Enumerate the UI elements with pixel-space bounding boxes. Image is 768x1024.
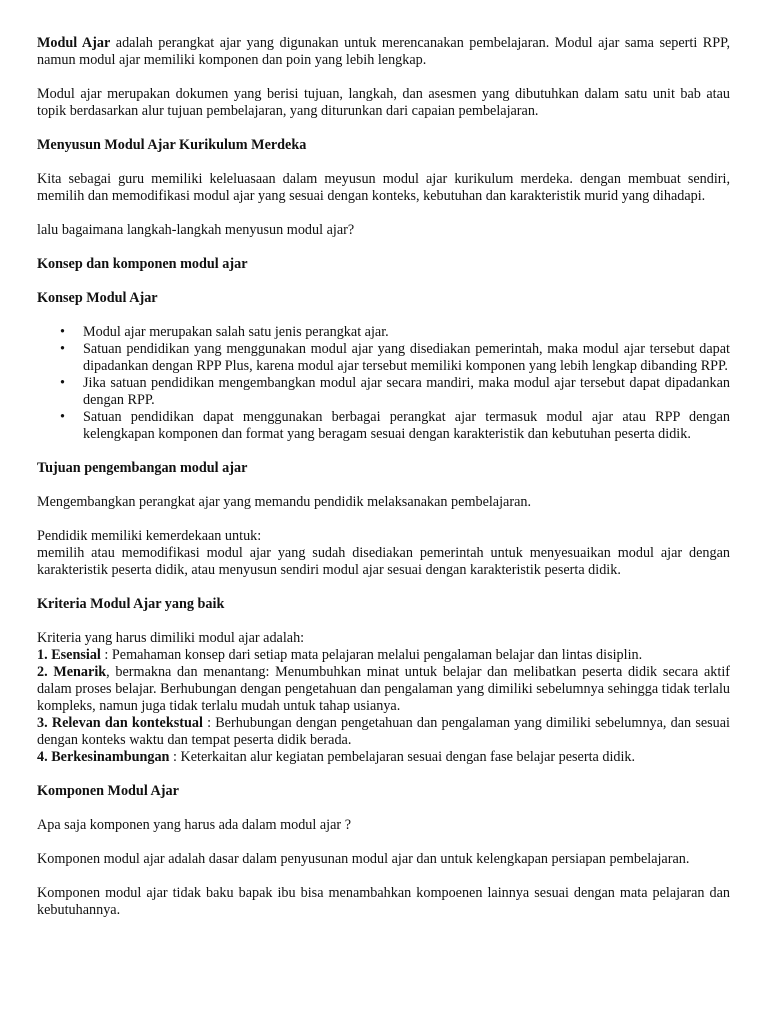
konsep-bullet-list [37,324,730,443]
kriteria-item-text: : Keterkaitan alur kegiatan pembelajaran sesuai dengan fase belajar peserta didik. [169,749,636,765]
komponen-question: Apa saja komponen yang harus ada dalam modul ajar ? [37,817,351,833]
kriteria-item-text: : Pemahaman konsep dari setiap mata pelajaran melalui pengalaman belajar dan lintas disiplin. [100,647,643,663]
heading-komponen: Komponen Modul Ajar [37,783,179,799]
heading-kriteria: Kriteria Modul Ajar yang baik [37,596,225,612]
kriteria-item-text: , bermakna dan menantang: Menumbuhkan minat untuk belajar dan melibatkan peserta didik secara aktif dalam proses belajar. Berhubungan dengan pengetahuan dan pengalaman yang dimiliki sebelumnya sehingga tidak terlalu kompleks, namun juga tidak terlalu mudah untuk tahap usianya. [37,664,730,714]
tujuan-paragraph: Mengembangkan perangkat ajar yang memandu pendidik melaksanakan pembelajaran. [37,494,532,510]
tujuan-line-2: memilih atau memodifikasi modul ajar yang sudah disediakan pemerintah untuk menyesuaikan modul ajar dengan karakteristik peserta didik, atau menyusun sendiri modul ajar sesuai dengan karakteristik peserta didik. [37,545,730,578]
komponen-paragraph-2: Komponen modul ajar tidak baku bapak ibu bisa menambahkan kompoenen lainnya sesuai dengan mata pelajaran dan kebutuhannya. [37,885,730,918]
menyusun-paragraph: Kita sebagai guru memiliki keleluasaan dalam meyusun modul ajar kurikulum merdeka. dengan membuat sendiri, memilih dan memodifikasi modul ajar yang sesuai dengan konteks, kebutuhan dan karakteristik murid yang dihadapi. [37,171,730,204]
kriteria-item-berkesinambungan [37,749,730,766]
intro-text: adalah perangkat ajar yang digunakan untuk merencanakan pembelajaran. Modul ajar sama seperti RPP, namun modul ajar memiliki komponen dan poin yang lebih lengkap. [37,35,730,68]
list-item: • Jika satuan pendidikan mengembangkan modul ajar secara mandiri, maka modul ajar tersebut dapat dipadankan dengan RPP. [83,375,730,409]
intro-paragraph-2: Modul ajar merupakan dokumen yang berisi tujuan, langkah, dan asesmen yang dibutuhkan dalam satu unit bab atau topik berdasarkan alur tujuan pembelajaran, yang diturunkan dari capaian pembelajaran. [37,86,730,119]
heading-tujuan: Tujuan pengembangan modul ajar [37,460,248,476]
heading-konsep-modul: Konsep Modul Ajar [37,290,158,306]
kriteria-item-term: 1. Esensial [37,647,101,663]
heading-menyusun: Menyusun Modul Ajar Kurikulum Merdeka [37,137,307,153]
kriteria-item-term: 2. Menarik [37,664,107,680]
heading-konsep-komponen: Konsep dan komponen modul ajar [37,256,248,272]
kriteria-item-text: : Berhubungan dengan pengetahuan dan pengalaman yang dimiliki sebelumnya, dan sesuai dengan konteks waktu dan tempat peserta didik berada. [37,715,731,748]
kriteria-item-term: 3. Relevan dan kontekstual [37,715,203,731]
document-page [37,35,730,919]
tujuan-line-1: Pendidik memiliki kemerdekaan untuk: [37,528,262,544]
list-item: • Modul ajar merupakan salah satu jenis perangkat ajar. [83,324,730,341]
komponen-paragraph-1: Komponen modul ajar adalah dasar dalam penyusunan modul ajar dan untuk kelengkapan persiapan pembelajaran. [37,851,690,867]
list-item: • Satuan pendidikan yang menggunakan modul ajar yang disediakan pemerintah, maka modul ajar tersebut dapat dipadankan dengan RPP Plus, karena modul ajar tersebut memiliki komponen yang lebih lengkap dibanding RPP. [83,341,730,375]
kriteria-intro: Kriteria yang harus dimiliki modul ajar adalah: [37,630,305,646]
kriteria-block [37,630,730,766]
kriteria-item-esensial [37,647,730,664]
kriteria-item-menarik [37,664,730,715]
kriteria-item-term: 4. Berkesinambungan [37,749,170,765]
kriteria-item-relevan [37,715,730,749]
intro-paragraph [37,35,730,69]
list-item: • Satuan pendidikan dapat menggunakan berbagai perangkat ajar termasuk modul ajar atau RPP dengan kelengkapan komponen dan format yang beragam sesuai dengan karakteristik dan kebutuhan peserta didik. [83,409,730,443]
tujuan-kemerdekaan-block [37,528,730,579]
menyusun-question: lalu bagaimana langkah-langkah menyusun modul ajar? [37,222,355,238]
intro-term: Modul Ajar [37,35,111,51]
